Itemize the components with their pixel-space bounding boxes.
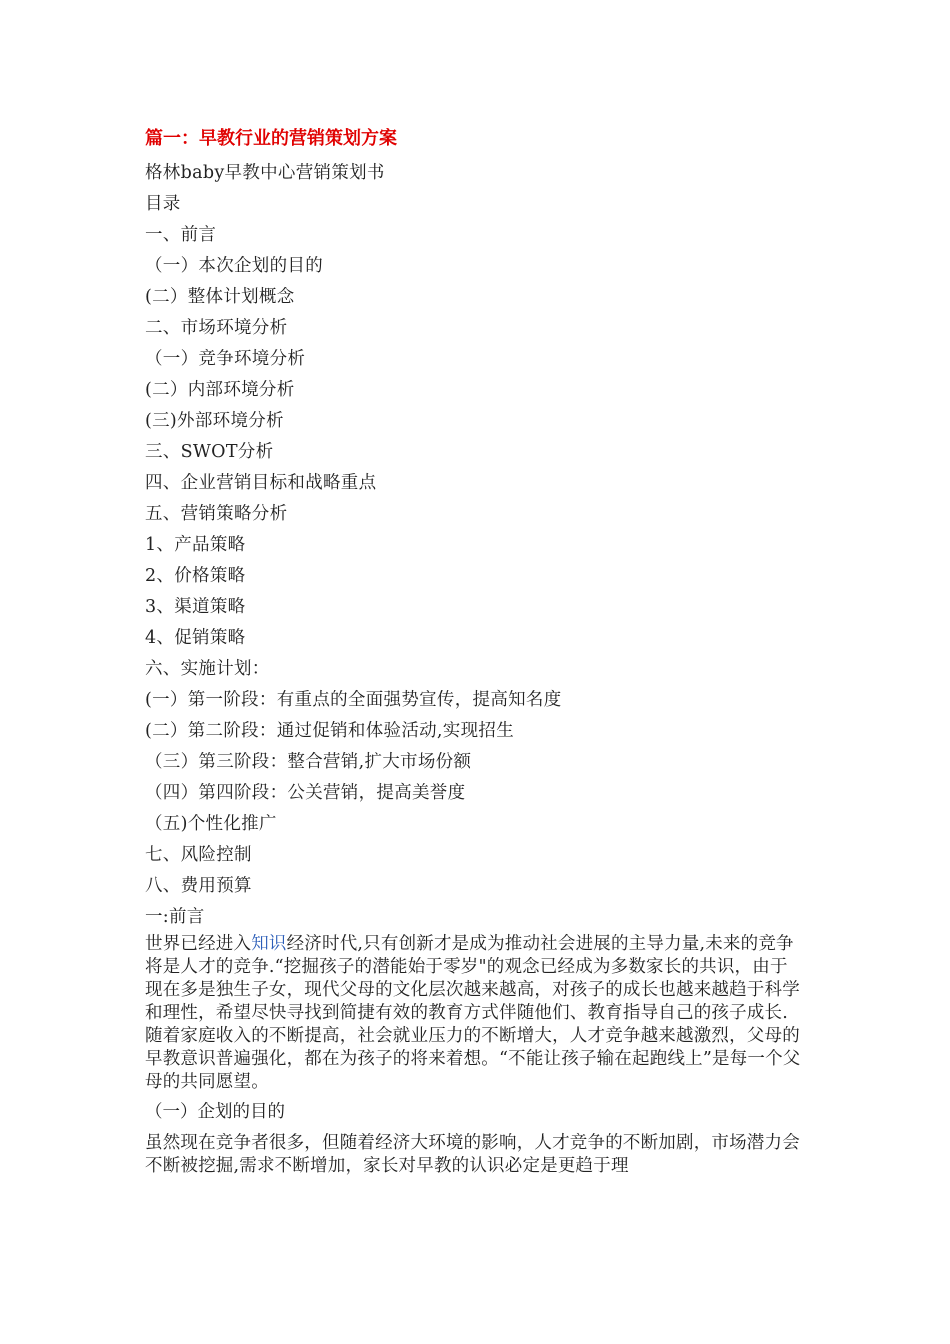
knowledge-link[interactable]: 知识: [251, 934, 287, 954]
toc-line: 六、实施计划：: [145, 659, 270, 679]
toc-line: 五、营销策略分析: [145, 504, 288, 524]
document-title: 篇一：早教行业的营销策划方案: [145, 128, 397, 149]
toc-line: （一）本次企划的目的: [145, 256, 323, 276]
toc-line: 一、前言: [145, 225, 217, 245]
section-subheading: （一）企划的目的: [145, 1102, 285, 1122]
toc-line: 4、促销策略: [145, 628, 246, 648]
toc-line: （五)个性化推广: [145, 814, 277, 834]
toc-line: 七、风险控制: [145, 845, 252, 865]
intro-paragraph: [145, 933, 805, 1094]
toc-line: 2、价格策略: [145, 566, 246, 586]
toc-line: （一）竞争环境分析: [145, 349, 306, 369]
purpose-paragraph: 虽然现在竞争者很多，但随着经济大环境的影响，人才竞争的不断加剧，市场潜力会不断被挖掘,需求不断增加，家长对早教的认识必定是更趋于理: [145, 1133, 800, 1176]
toc-line: （四）第四阶段：公关营销，提高美誉度: [145, 783, 466, 803]
toc-line: (二）整体计划概念: [145, 287, 295, 307]
document-page: [145, 128, 805, 1178]
toc-line: (二）第二阶段：通过促销和体验活动,实现招生: [145, 721, 514, 741]
toc-line: (三)外部环境分析: [145, 411, 284, 431]
intro-text-before: 世界已经进入: [145, 934, 252, 954]
toc-line: （三）第三阶段：整合营销,扩大市场份额: [145, 752, 472, 772]
toc-line: 3、渠道策略: [145, 597, 246, 617]
toc-line: 四、企业营销目标和战略重点: [145, 473, 377, 493]
toc-line: 1、产品策略: [145, 535, 246, 555]
toc-line: 二、市场环境分析: [145, 318, 288, 338]
toc-line: 目录: [145, 194, 181, 214]
table-of-contents: [145, 158, 805, 933]
toc-line: (二）内部环境分析: [145, 380, 295, 400]
toc-line: 三、SWOT分析: [145, 442, 274, 462]
toc-line: 一:前言: [145, 907, 205, 927]
toc-line: (一）第一阶段：有重点的全面强势宣传，提高知名度: [145, 690, 562, 710]
intro-text-after: 经济时代,只有创新才是成为推动社会进展的主导力量,未来的竞争将是人才的竞争.“挖掘孩子的潜能始于零岁"的观念已经成为多数家长的共识，由于现在多是独生子女，现代父母的文化层次越来越高，对孩子的成长也越来越趋于科学和理性，希望尽快寻找到简捷有效的教育方式伴随他们、教育指导自己的孩子成长.随着家庭收入的不断提高，社会就业压力的不断增大，人才竞争越来越激烈，父母的早教意识普遍强化，都在为孩子的将来着想。“不能让孩子输在起跑线上”是每一个父母的共同愿望。: [145, 934, 801, 1092]
toc-line: 格林baby早教中心营销策划书: [145, 163, 385, 183]
toc-line: 八、费用预算: [145, 876, 252, 896]
